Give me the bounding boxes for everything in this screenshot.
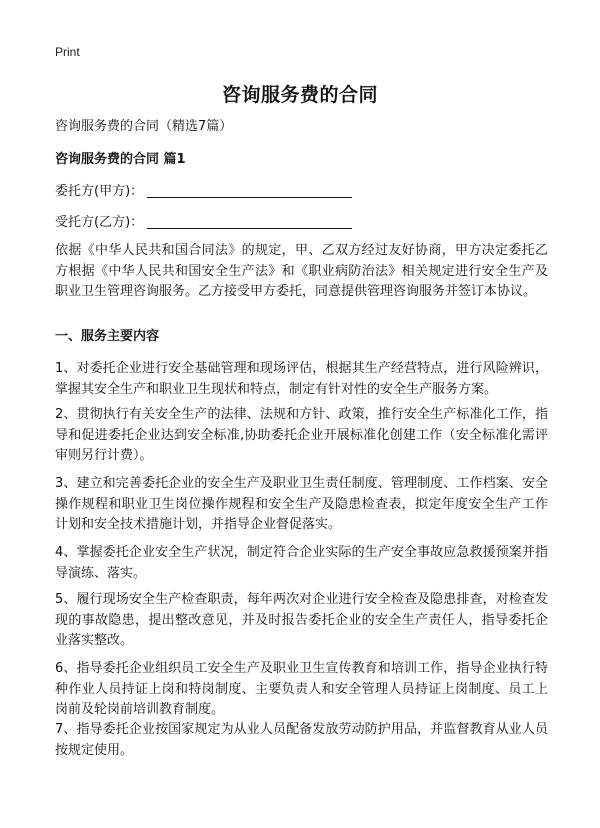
document-title: 咨询服务费的合同: [221, 84, 378, 106]
party-a-blank: [147, 183, 352, 198]
section-heading-services: 一、服务主要内容: [55, 329, 160, 344]
service-item-2: 2、贯彻执行有关安全生产的法律、法规和方针、政策，推行安全生产标准化工作，指导和促进委托企业达到安全标准,协助委托企业开展标准化创建工作（安全标准化需评审则另行计费）。: [55, 407, 548, 463]
document-subtitle: 咨询服务费的合同（精选7篇）: [55, 119, 233, 134]
service-item-3: 3、建立和完善委托企业的安全生产及职业卫生责任制度、管理制度、工作档案、安全操作规程和职业卫生岗位操作规程和安全生产及隐患检查表，拟定年度安全生产工作计划和安全技术措施计划，并指导企业督促落实。: [55, 476, 548, 532]
service-item-6: 6、指导委托企业组织员工安全生产及职业卫生宣传教育和培训工作，指导企业执行特种作业人员持证上岗和特岗制度、主要负责人和安全管理人员持证上岗制度、员工上岗前及轮岗前培训教育制度。: [55, 661, 548, 717]
service-item-5: 5、履行现场安全生产检查职责，每年两次对企业进行安全检查及隐患排查，对检查发现的事故隐患，提出整改意见，并及时报告委托企业的安全生产责任人，指导委托企业落实整改。: [55, 592, 548, 648]
service-item-7: 7、指导委托企业按国家规定为从业人员配备发放劳动防护用品，并监督教育从业人员按规定使用。: [55, 722, 548, 758]
service-item-4: 4、掌握委托企业安全生产状况，制定符合企业实际的生产安全事故应急救援预案并指导演练、落实。: [55, 545, 548, 581]
intro-paragraph: 依据《中华人民共和国合同法》的规定，甲、乙双方经过友好协商，甲方决定委托乙方根据《中华人民共和国安全生产法》和《职业病防治法》相关规定进行安全生产及职业卫生管理咨询服务。乙方接受甲方委托，同意提供管理咨询服务并签订本协议。: [55, 243, 548, 299]
party-b-blank: [147, 214, 352, 229]
party-b-line: [55, 214, 352, 232]
service-item-1: 1、对委托企业进行安全基础管理和现场评估，根据其生产经营特点，进行风险辨识，掌握其安全生产和职业卫生现状和特点，制定有针对性的安全生产服务方案。: [55, 361, 548, 397]
party-b-label: 受托方(乙方)：: [55, 215, 144, 230]
print-link[interactable]: Print: [55, 45, 80, 59]
party-a-label: 委托方(甲方)：: [55, 184, 144, 199]
party-a-line: [55, 183, 352, 201]
article-heading: 咨询服务费的合同 篇1: [55, 152, 186, 167]
